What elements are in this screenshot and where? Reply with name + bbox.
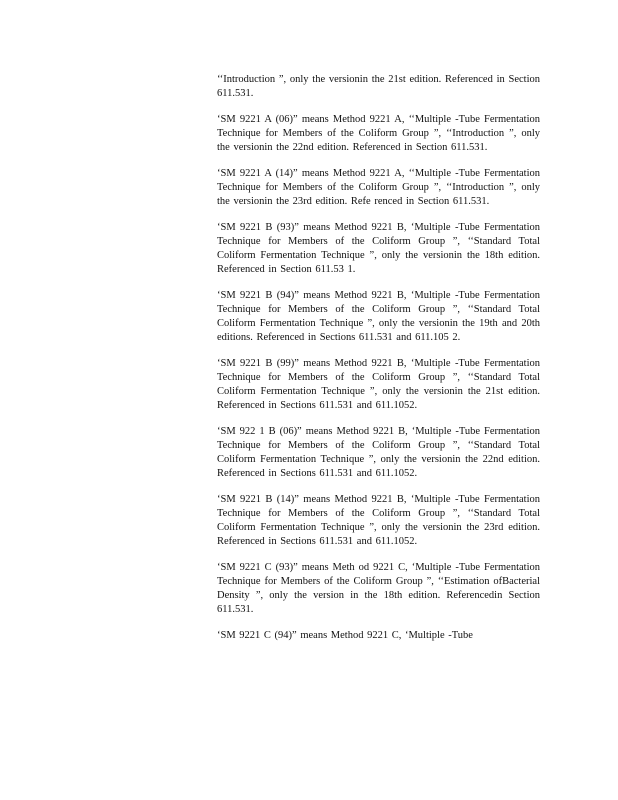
- paragraph-sm-9221-c-93: ‘SM 9221 C (93)” means Meth od 9221 C, ‘Multiple -Tube Fermentation Technique for Members of the Coliform Group ”, ‘‘Estimation ofBacterial Density ”, only the version in the 18th edition. Referencedin Section 611.531.: [217, 562, 540, 615]
- paragraph-sm-9221-b-14: ‘SM 9221 B (14)” means Method 9221 B, ‘Multiple -Tube Fermentation Technique for Members of the Coliform Group ”, ‘‘Standard Total Coliform Fermentation Technique ”, only the versionin the 23rd edition. Referenced in Sections 611.531 and 611.1052.: [217, 494, 540, 547]
- paragraph-sm-9221-b-06: ‘SM 922 1 B (06)” means Method 9221 B, ‘Multiple -Tube Fermentation Technique for Members of the Coliform Group ”, ‘‘Standard Total Coliform Fermentation Technique ”, only the versionin the 22nd edition. Referenced in Sections 611.531 and 611.1052.: [217, 426, 540, 479]
- paragraph-sm-9221-a-06: ‘SM 9221 A (06)” means Method 9221 A, ‘‘Multiple -Tube Fermentation Technique for Members of the Coliform Group ”, ‘‘Introduction ”, only the versionin the 22nd edition. Referenced in Section 611.531.: [217, 114, 540, 153]
- document-body: [217, 73, 540, 655]
- paragraph-sm-9221-a-14: ‘SM 9221 A (14)” means Method 9221 A, ‘‘Multiple -Tube Fermentation Technique for Members of the Coliform Group ”, ‘‘Introduction ”, only the versionin the 23rd edition. Refe renced in Section 611.531.: [217, 168, 540, 207]
- paragraph-sm-9221-b-93: ‘SM 9221 B (93)” means Method 9221 B, ‘Multiple -Tube Fermentation Technique for Members of the Coliform Group ”, ‘‘Standard Total Coliform Fermentation Technique ”, only the versionin the 18th edition. Referenced in Section 611.53 1.: [217, 222, 540, 275]
- paragraph-introduction-21st: ‘‘Introduction ”, only the versionin the 21st edition. Referenced in Section 611.531.: [217, 74, 540, 99]
- paragraph-sm-9221-b-99: ‘SM 9221 B (99)” means Method 9221 B, ‘Multiple -Tube Fermentation Technique for Members of the Coliform Group ”, ‘‘Standard Total Coliform Fermentation Technique ”, only the versionin the 21st edition. Referenced in Sections 611.531 and 611.1052.: [217, 358, 540, 411]
- paragraph-sm-9221-c-94: ‘SM 9221 C (94)” means Method 9221 C, ‘Multiple -Tube: [217, 630, 473, 641]
- paragraph-sm-9221-b-94: ‘SM 9221 B (94)” means Method 9221 B, ‘Multiple -Tube Fermentation Technique for Members of the Coliform Group ”, ‘‘Standard Total Coliform Fermentation Technique ”, only the versionin the 19th and 20th editions. Referenced in Sections 611.531 and 611.105 2.: [217, 290, 540, 343]
